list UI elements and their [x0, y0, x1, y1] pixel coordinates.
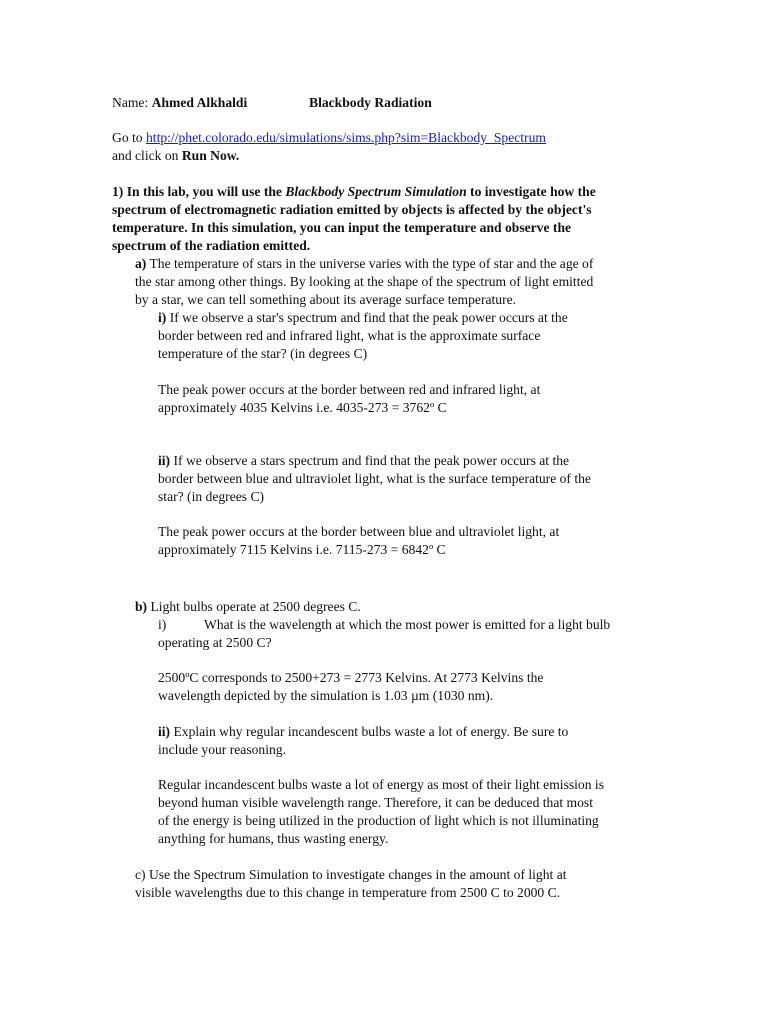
b-label: b) [135, 599, 148, 614]
b-ii-line-1 [158, 723, 568, 741]
a-ii-answer-2: approximately 7115 Kelvins i.e. 7115-273 = 6842º C [158, 542, 446, 557]
a-ii-line-3: star? (in degrees C) [158, 489, 265, 504]
c-line-1: c) Use the Spectrum Simulation to investigate changes in the amount of light at [135, 867, 567, 882]
b-ii-text-1: Explain why regular incandescent bulbs waste a lot of energy. Be sure to [173, 724, 569, 739]
q1-line-4: spectrum of the radiation emitted. [112, 238, 311, 253]
student-name: Ahmed Alkhaldi [151, 95, 248, 110]
q1-line-1-pre: 1) In this lab, you will use the [112, 184, 286, 199]
simulation-name: Blackbody Spectrum Simulation [285, 184, 467, 199]
b-ii-label: ii) [158, 724, 171, 739]
a-line-2: the star among other things. By looking at the shape of the spectrum of light emitted [135, 274, 594, 289]
a-i-answer-1: The peak power occurs at the border between red and infrared light, at [158, 382, 541, 397]
b-line-1 [135, 598, 361, 616]
a-ii-answer-1: The peak power occurs at the border between blue and ultraviolet light, at [158, 524, 560, 539]
goto-line [112, 129, 546, 147]
a-text-1: The temperature of stars in the universe varies with the type of star and the age of [149, 256, 594, 271]
a-ii-text-1: If we observe a stars spectrum and find that the peak power occurs at the [173, 453, 570, 468]
b-i-line-2: operating at 2500 C? [158, 635, 272, 650]
a-i-label: i) [158, 310, 167, 325]
simulation-link[interactable]: http://phet.colorado.edu/simulations/sims.php?sim=Blackbody_Spectrum [146, 130, 546, 145]
a-ii-line-1 [158, 452, 569, 470]
b-i-label: i) [158, 617, 167, 632]
a-label: a) [135, 256, 147, 271]
goto-text: Go to [112, 130, 143, 145]
b-ii-answer-3: of the energy is being utilized in the production of light which is not illuminating [158, 813, 599, 828]
document-title: Blackbody Radiation [309, 95, 432, 110]
a-i-text-1: If we observe a star's spectrum and find that the peak power occurs at the [169, 310, 568, 325]
q1-line-1-post: to investigate how the [466, 184, 596, 199]
b-i-line-1: What is the wavelength at which the most power is emitted for a light bulb [204, 617, 611, 632]
run-now-text: Run Now. [181, 148, 240, 163]
click-text: and click on [112, 148, 179, 163]
b-intro: Light bulbs operate at 2500 degrees C. [150, 599, 361, 614]
b-ii-answer-1: Regular incandescent bulbs waste a lot of energy as most of their light emission is [158, 777, 604, 792]
b-ii-answer-4: anything for humans, thus wasting energy. [158, 831, 389, 846]
c-line-2: visible wavelengths due to this change in temperature from 2500 C to 2000 C. [135, 885, 561, 900]
a-ii-label: ii) [158, 453, 171, 468]
b-i-answer-2: wavelength depicted by the simulation is 1.03 µm (1030 nm). [158, 688, 494, 703]
b-i-answer-1: 2500ºC corresponds to 2500+273 = 2773 Kelvins. At 2773 Kelvins the [158, 670, 544, 685]
q1-line-2: spectrum of electromagnetic radiation emitted by objects is affected by the object's [112, 202, 592, 217]
q1-line-3: temperature. In this simulation, you can input the temperature and observe the [112, 220, 572, 235]
a-i-answer-2: approximately 4035 Kelvins i.e. 4035-273 = 3762º C [158, 400, 447, 415]
a-line-3: by a star, we can tell something about its average surface temperature. [135, 292, 517, 307]
a-i-line-2: border between red and infrared light, what is the approximate surface [158, 328, 541, 343]
a-i-line-3: temperature of the star? (in degrees C) [158, 346, 368, 361]
click-line [112, 147, 239, 165]
q1-line-1 [112, 183, 596, 201]
b-ii-answer-2: beyond human visible wavelength range. Therefore, it can be deduced that most [158, 795, 593, 810]
name-line [112, 94, 247, 112]
a-i-line-1 [158, 309, 568, 327]
a-line-1 [135, 255, 593, 273]
b-ii-line-2: include your reasoning. [158, 742, 286, 757]
a-ii-line-2: border between blue and ultraviolet light, what is the surface temperature of the [158, 471, 591, 486]
name-label: Name: [112, 95, 149, 110]
